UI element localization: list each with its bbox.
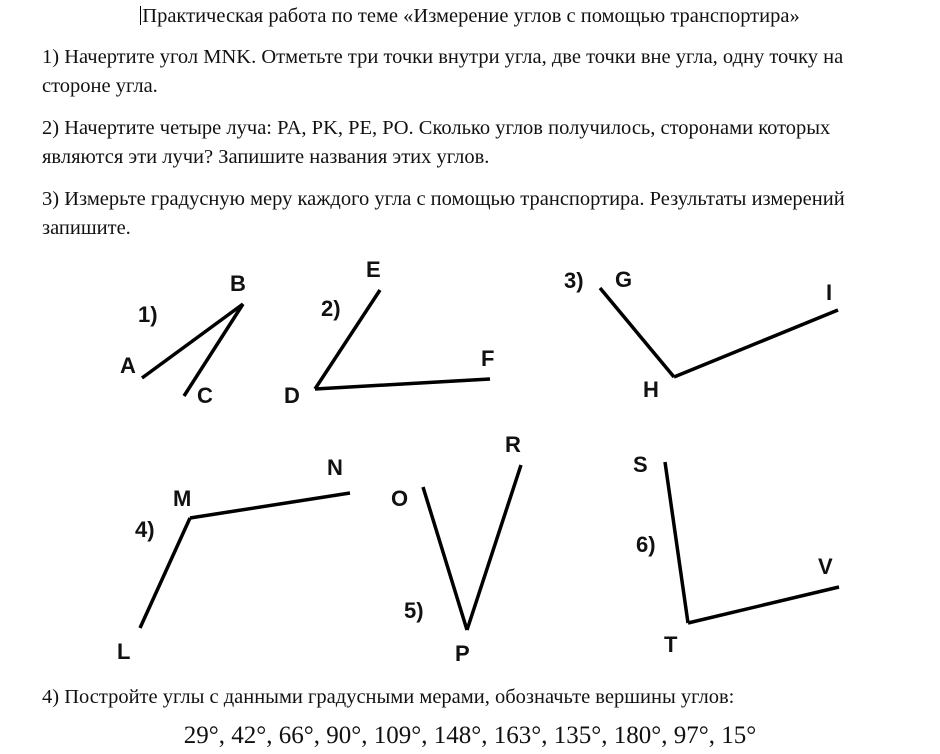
ray-po	[423, 487, 467, 630]
point-label-n: N	[327, 455, 343, 480]
task-2: 2) Начертите четыре луча: PA, PK, PE, PO. Сколько углов получилось, сторонами которых являются эти лучи? Запишите названия этих углов.	[42, 117, 831, 168]
point-label-p: P	[455, 641, 470, 666]
figure-4-number: 4)	[135, 517, 155, 542]
point-label-l: L	[117, 639, 131, 664]
point-label-e: E	[366, 257, 381, 282]
figure-4	[117, 455, 350, 664]
point-label-h: H	[643, 377, 659, 402]
figure-1	[120, 271, 246, 408]
task-4: 4) Постройте углы с данными градусными мерами, обозначьте вершины углов:	[42, 686, 735, 708]
figure-3-number: 3)	[564, 268, 584, 293]
point-label-a: A	[120, 353, 136, 378]
ray-tv	[688, 587, 839, 623]
ray-pr	[467, 465, 521, 630]
figure-2	[284, 257, 494, 408]
page-title-text: Практическая работа по теме «Измерение углов с помощью транспортира»	[142, 5, 800, 27]
figure-5-number: 5)	[404, 598, 424, 623]
task-3: 3) Измерьте градусную меру каждого угла с помощью транспортира. Результаты измерений запишите.	[42, 188, 845, 239]
point-label-m: M	[173, 486, 192, 511]
figure-6-number: 6)	[636, 532, 656, 557]
point-label-d: D	[284, 383, 300, 408]
ray-mn	[190, 493, 350, 518]
ray-bc	[184, 304, 243, 396]
ray-df	[315, 379, 490, 389]
ray-hg	[600, 288, 674, 377]
figure-6	[633, 452, 839, 657]
figure-5	[391, 432, 521, 666]
point-label-i: I	[826, 280, 833, 305]
ray-hi	[674, 310, 838, 377]
point-label-r: R	[505, 432, 521, 457]
task-1: 1) Начертите угол MNK. Отметьте три точки внутри угла, две точки вне угла, одну точку на стороне угла.	[42, 46, 844, 97]
point-label-v: V	[818, 554, 833, 579]
figure-2-number: 2)	[321, 296, 341, 321]
point-label-c: C	[197, 383, 213, 408]
figure-1-number: 1)	[138, 302, 158, 327]
point-label-t: T	[664, 632, 678, 657]
figure-3	[564, 267, 838, 402]
point-label-f: F	[481, 346, 495, 371]
degree-list: 29°, 42°, 66°, 90°, 109°, 148°, 163°, 135°, 180°, 97°, 15°	[183, 722, 757, 749]
point-label-s: S	[633, 452, 648, 477]
point-label-g: G	[615, 267, 633, 292]
point-label-o: O	[391, 486, 409, 511]
point-label-b: B	[230, 271, 246, 296]
ray-ts	[665, 462, 688, 623]
